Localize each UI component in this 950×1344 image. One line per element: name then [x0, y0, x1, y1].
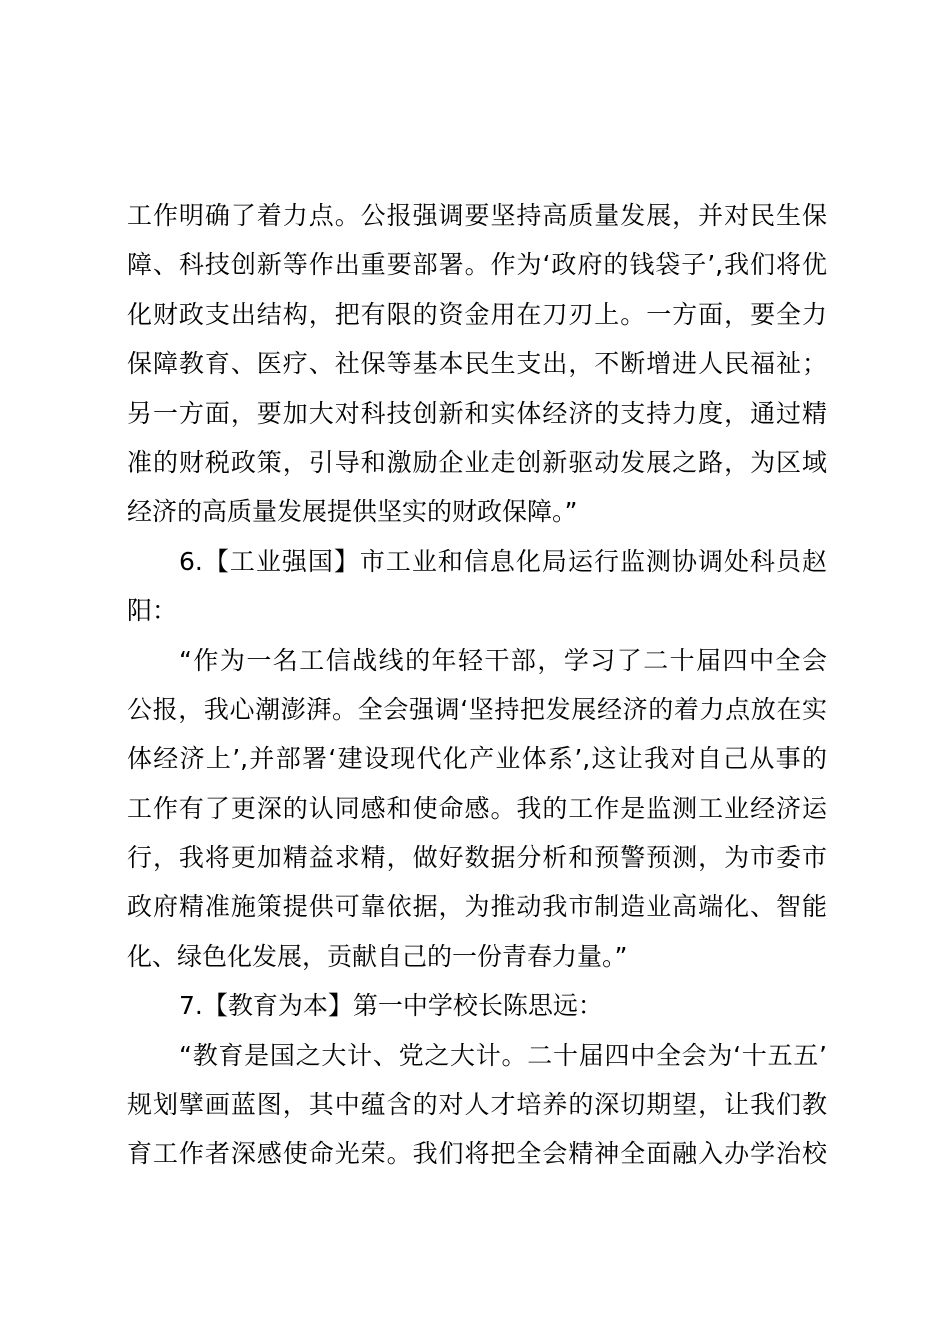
- text-line: 育工作者深感使命光荣。我们将把全会精神全面融入办学治校: [127, 1139, 827, 1169]
- text-line: 化财政支出结构，把有限的资金用在刀刃上。一方面，要全力: [127, 299, 827, 329]
- text-line: “教育是国之大计、党之大计。二十届四中全会为‘十五五’: [179, 1040, 827, 1070]
- text-line: 行，我将更加精益求精，做好数据分析和预警预测，为市委市: [127, 843, 827, 873]
- text-line: 工作明确了着力点。公报强调要坚持高质量发展，并对民生保: [127, 201, 827, 230]
- text-line: 阳：: [127, 596, 178, 626]
- text-line: 化、绿色化发展，贡献自己的一份青春力量。”: [127, 941, 628, 971]
- text-line: 经济的高质量发展提供坚实的财政保障。”: [127, 497, 578, 527]
- text-line: 工作有了更深的认同感和使命感。我的工作是监测工业经济运: [127, 793, 827, 823]
- text-line: 体经济上’,并部署‘建设现代化产业体系’,这让我对自己从事的: [127, 744, 827, 774]
- text-line: 6.【工业强国】市工业和信息化局运行监测协调处科员赵: [179, 546, 827, 576]
- text-line: “作为一名工信战线的年轻干部，学习了二十届四中全会: [179, 645, 827, 675]
- text-line: 保障教育、医疗、社保等基本民生支出，不断增进人民福祉；: [127, 349, 827, 379]
- text-line: 障、科技创新等作出重要部署。作为‘政府的钱袋子’,我们将优: [127, 250, 827, 280]
- document-body: [127, 191, 827, 1179]
- text-line: 规划擘画蓝图，其中蕴含的对人才培养的深切期望，让我们教: [127, 1090, 827, 1120]
- text-line: 7.【教育为本】第一中学校长陈思远：: [179, 991, 603, 1021]
- text-line: 公报，我心潮澎湃。全会强调‘坚持把发展经济的着力点放在实: [127, 694, 827, 724]
- text-line: 政府精准施策提供可靠依据，为推动我市制造业高端化、智能: [127, 892, 827, 922]
- text-line: 准的财税政策，引导和激励企业走创新驱动发展之路，为区域: [127, 447, 827, 477]
- text-line: 另一方面，要加大对科技创新和实体经济的支持力度，通过精: [127, 398, 827, 428]
